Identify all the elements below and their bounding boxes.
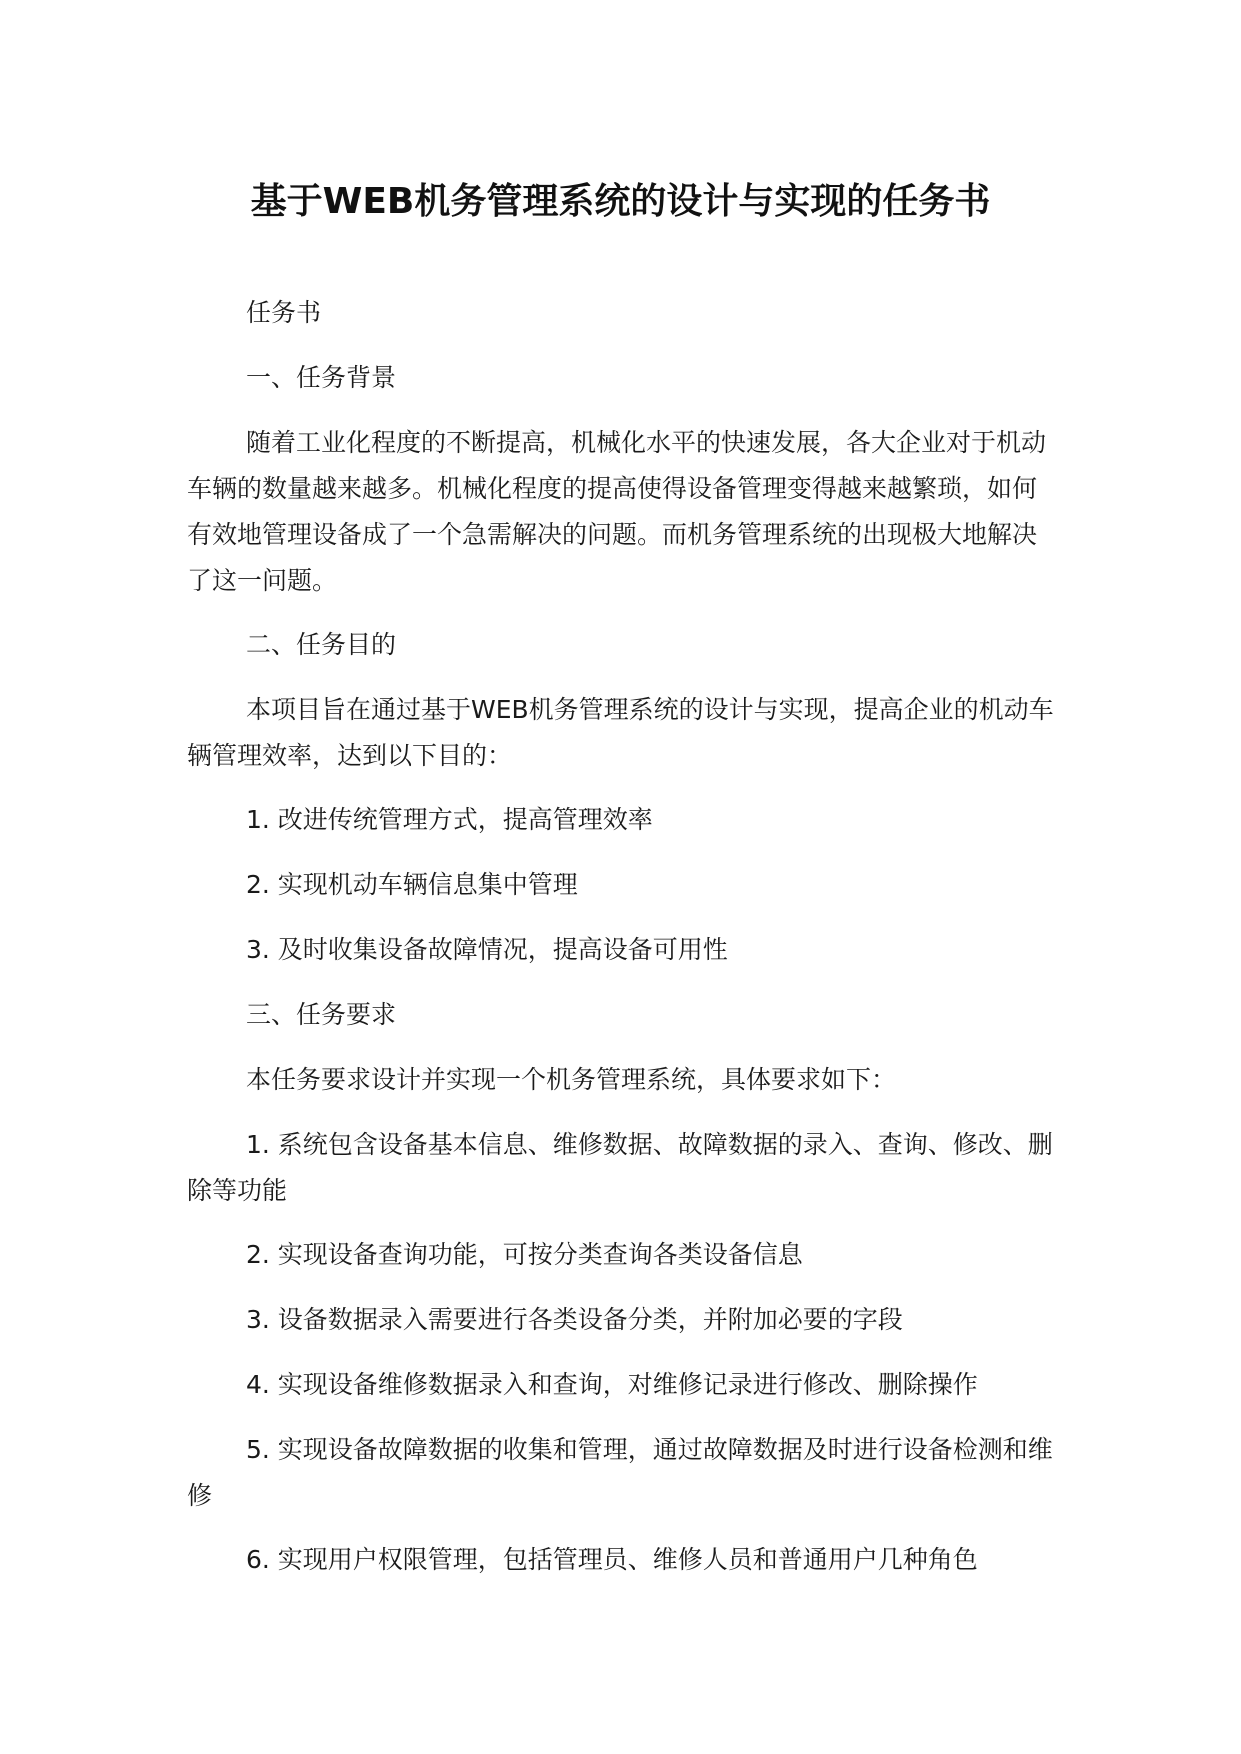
purpose-item-2: 2. 实现机动车辆信息集中管理 (246, 870, 578, 899)
requirement-item-2: 2. 实现设备查询功能，可按分类查询各类设备信息 (246, 1240, 803, 1269)
paragraph-requirements: 本任务要求设计并实现一个机务管理系统，具体要求如下： (246, 1065, 897, 1094)
requirement-item-1: 1. 系统包含设备基本信息、维修数据、故障数据的录入、查询、修改、删除等功能 (187, 1130, 1053, 1205)
purpose-item-3: 3. 及时收集设备故障情况，提高设备可用性 (246, 935, 728, 964)
section-heading-requirements: 三、任务要求 (246, 1000, 397, 1029)
document-body (187, 290, 1055, 1602)
paragraph-background: 随着工业化程度的不断提高，机械化水平的快速发展，各大企业对于机动车辆的数量越来越多。机械化程度的提高使得设备管理变得越来越繁琐，如何有效地管理设备成了一个急需解决的问题。而机务管理系统的出现极大地解决了这一问题。 (187, 428, 1047, 595)
document-title: 基于WEB机务管理系统的设计与实现的任务书 (250, 181, 991, 222)
requirement-item-6: 6. 实现用户权限管理，包括管理员、维修人员和普通用户几种角色 (246, 1545, 978, 1574)
section-heading-purpose: 二、任务目的 (246, 630, 397, 659)
paragraph-purpose: 本项目旨在通过基于WEB机务管理系统的设计与实现，提高企业的机动车辆管理效率，达到以下目的： (187, 695, 1054, 770)
purpose-item-1: 1. 改进传统管理方式，提高管理效率 (246, 805, 653, 834)
section-heading-background: 一、任务背景 (246, 363, 397, 392)
requirement-item-3: 3. 设备数据录入需要进行各类设备分类，并附加必要的字段 (246, 1305, 903, 1334)
paragraph-heading-task-book: 任务书 (246, 298, 322, 327)
requirement-item-5: 5. 实现设备故障数据的收集和管理，通过故障数据及时进行设备检测和维修 (187, 1435, 1053, 1510)
requirement-item-4: 4. 实现设备维修数据录入和查询，对维修记录进行修改、删除操作 (246, 1370, 978, 1399)
